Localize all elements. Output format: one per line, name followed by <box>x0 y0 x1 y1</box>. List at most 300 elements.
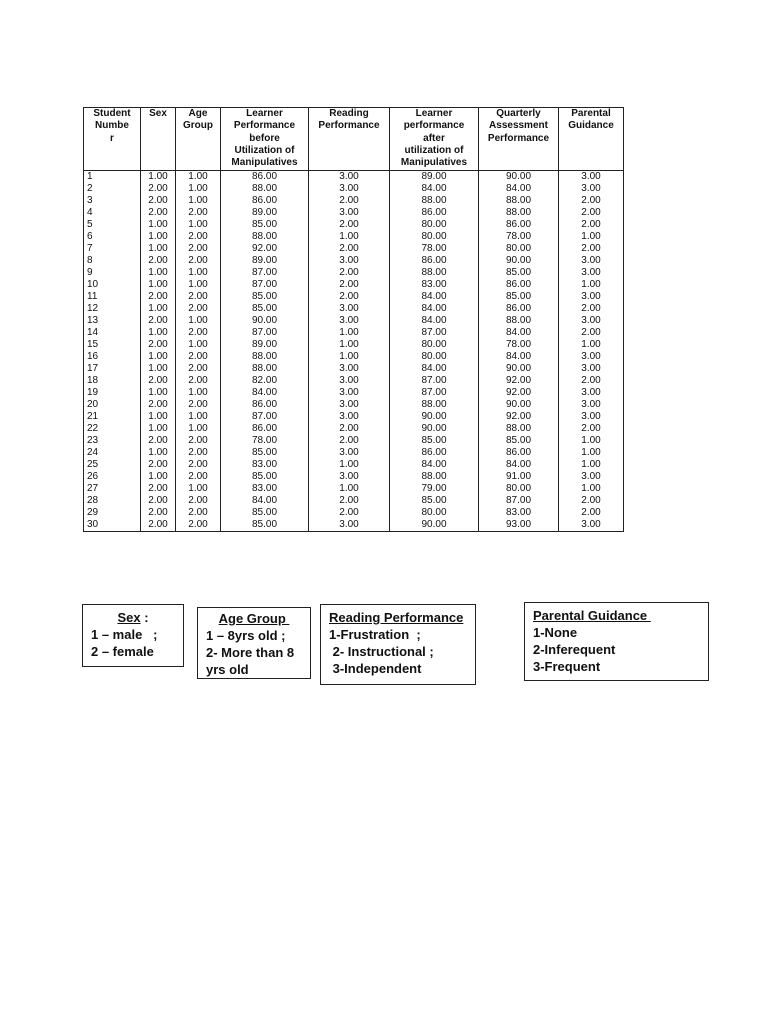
cell-age-group: 2.00 <box>176 519 221 532</box>
cell-performance-before: 87.00 <box>221 411 309 423</box>
cell-sex: 1.00 <box>141 171 176 184</box>
cell-reading-performance: 1.00 <box>309 327 390 339</box>
cell-performance-before: 87.00 <box>221 327 309 339</box>
cell-reading-performance: 1.00 <box>309 339 390 351</box>
cell-parental-guidance: 1.00 <box>559 231 624 243</box>
cell-performance-after: 80.00 <box>390 231 479 243</box>
cell-performance-before: 90.00 <box>221 315 309 327</box>
cell-student-number: 22 <box>84 423 141 435</box>
cell-parental-guidance: 3.00 <box>559 171 624 184</box>
cell-parental-guidance: 2.00 <box>559 507 624 519</box>
cell-age-group: 2.00 <box>176 435 221 447</box>
table-row <box>84 411 624 423</box>
cell-quarterly-assessment: 86.00 <box>479 219 559 231</box>
cell-quarterly-assessment: 80.00 <box>479 243 559 255</box>
cell-quarterly-assessment: 85.00 <box>479 291 559 303</box>
cell-quarterly-assessment: 85.00 <box>479 435 559 447</box>
cell-quarterly-assessment: 84.00 <box>479 351 559 363</box>
cell-quarterly-assessment: 83.00 <box>479 507 559 519</box>
cell-sex: 2.00 <box>141 495 176 507</box>
cell-performance-after: 90.00 <box>390 519 479 532</box>
header-parental-guidance: Parental Guidance <box>559 108 624 171</box>
cell-student-number: 1 <box>84 171 141 184</box>
cell-quarterly-assessment: 90.00 <box>479 399 559 411</box>
table-row <box>84 399 624 411</box>
cell-performance-before: 84.00 <box>221 495 309 507</box>
cell-parental-guidance: 1.00 <box>559 459 624 471</box>
cell-reading-performance: 3.00 <box>309 315 390 327</box>
cell-performance-before: 82.00 <box>221 375 309 387</box>
cell-sex: 1.00 <box>141 447 176 459</box>
cell-parental-guidance: 3.00 <box>559 399 624 411</box>
cell-age-group: 1.00 <box>176 339 221 351</box>
cell-reading-performance: 3.00 <box>309 363 390 375</box>
cell-reading-performance: 3.00 <box>309 375 390 387</box>
cell-age-group: 2.00 <box>176 291 221 303</box>
table-row <box>84 495 624 507</box>
cell-reading-performance: 3.00 <box>309 255 390 267</box>
cell-parental-guidance: 3.00 <box>559 183 624 195</box>
cell-performance-before: 88.00 <box>221 351 309 363</box>
cell-performance-after: 78.00 <box>390 243 479 255</box>
header-student-number: Student Numbe r <box>84 108 141 171</box>
cell-reading-performance: 2.00 <box>309 279 390 291</box>
cell-reading-performance: 3.00 <box>309 303 390 315</box>
cell-age-group: 1.00 <box>176 279 221 291</box>
header-performance-before: Learner Performance before Utilization of Manipulatives <box>221 108 309 171</box>
cell-sex: 2.00 <box>141 207 176 219</box>
cell-sex: 2.00 <box>141 519 176 532</box>
cell-sex: 1.00 <box>141 363 176 375</box>
cell-parental-guidance: 2.00 <box>559 375 624 387</box>
cell-reading-performance: 2.00 <box>309 435 390 447</box>
cell-parental-guidance: 2.00 <box>559 327 624 339</box>
cell-quarterly-assessment: 91.00 <box>479 471 559 483</box>
cell-sex: 2.00 <box>141 375 176 387</box>
cell-quarterly-assessment: 88.00 <box>479 207 559 219</box>
legend-sex-title-suffix: : <box>140 610 149 625</box>
legend-age-group-title: Age Group <box>218 611 290 626</box>
legend-parental-title: Parental Guidance <box>533 608 651 623</box>
cell-performance-before: 87.00 <box>221 267 309 279</box>
cell-sex: 2.00 <box>141 195 176 207</box>
cell-reading-performance: 3.00 <box>309 171 390 184</box>
cell-parental-guidance: 3.00 <box>559 291 624 303</box>
cell-quarterly-assessment: 92.00 <box>479 375 559 387</box>
cell-sex: 1.00 <box>141 387 176 399</box>
cell-quarterly-assessment: 86.00 <box>479 447 559 459</box>
header-performance-after: Learner performance after utilization of Manipulatives <box>390 108 479 171</box>
cell-reading-performance: 2.00 <box>309 267 390 279</box>
cell-student-number: 30 <box>84 519 141 532</box>
cell-age-group: 2.00 <box>176 375 221 387</box>
cell-student-number: 14 <box>84 327 141 339</box>
cell-age-group: 2.00 <box>176 327 221 339</box>
header-row <box>84 108 624 171</box>
cell-performance-before: 86.00 <box>221 195 309 207</box>
cell-performance-after: 83.00 <box>390 279 479 291</box>
cell-performance-after: 79.00 <box>390 483 479 495</box>
cell-reading-performance: 3.00 <box>309 183 390 195</box>
cell-performance-before: 88.00 <box>221 231 309 243</box>
cell-age-group: 1.00 <box>176 267 221 279</box>
cell-performance-after: 84.00 <box>390 315 479 327</box>
cell-age-group: 1.00 <box>176 483 221 495</box>
header-sex: Sex <box>141 108 176 171</box>
cell-quarterly-assessment: 90.00 <box>479 255 559 267</box>
cell-sex: 1.00 <box>141 243 176 255</box>
legend-sex <box>82 604 184 667</box>
cell-reading-performance: 2.00 <box>309 291 390 303</box>
cell-performance-before: 89.00 <box>221 207 309 219</box>
cell-student-number: 26 <box>84 471 141 483</box>
cell-student-number: 17 <box>84 363 141 375</box>
cell-performance-before: 85.00 <box>221 291 309 303</box>
cell-parental-guidance: 1.00 <box>559 279 624 291</box>
cell-parental-guidance: 3.00 <box>559 255 624 267</box>
legend-sex-heading <box>91 609 175 626</box>
cell-performance-after: 86.00 <box>390 255 479 267</box>
cell-quarterly-assessment: 88.00 <box>479 195 559 207</box>
table-row <box>84 207 624 219</box>
cell-age-group: 2.00 <box>176 231 221 243</box>
cell-parental-guidance: 3.00 <box>559 411 624 423</box>
cell-age-group: 1.00 <box>176 219 221 231</box>
cell-student-number: 8 <box>84 255 141 267</box>
cell-parental-guidance: 1.00 <box>559 339 624 351</box>
table-row <box>84 339 624 351</box>
header-age-group: Age Group <box>176 108 221 171</box>
cell-parental-guidance: 3.00 <box>559 363 624 375</box>
cell-age-group: 1.00 <box>176 387 221 399</box>
cell-performance-before: 85.00 <box>221 447 309 459</box>
cell-quarterly-assessment: 80.00 <box>479 483 559 495</box>
cell-performance-before: 86.00 <box>221 399 309 411</box>
table-row <box>84 435 624 447</box>
cell-reading-performance: 2.00 <box>309 243 390 255</box>
cell-performance-before: 85.00 <box>221 507 309 519</box>
cell-student-number: 10 <box>84 279 141 291</box>
cell-student-number: 9 <box>84 267 141 279</box>
cell-performance-before: 89.00 <box>221 339 309 351</box>
cell-sex: 2.00 <box>141 459 176 471</box>
cell-sex: 1.00 <box>141 327 176 339</box>
cell-quarterly-assessment: 90.00 <box>479 171 559 184</box>
cell-age-group: 2.00 <box>176 471 221 483</box>
cell-performance-before: 85.00 <box>221 519 309 532</box>
cell-sex: 1.00 <box>141 411 176 423</box>
cell-performance-after: 80.00 <box>390 351 479 363</box>
cell-performance-after: 88.00 <box>390 399 479 411</box>
cell-performance-before: 83.00 <box>221 483 309 495</box>
cell-age-group: 2.00 <box>176 351 221 363</box>
cell-age-group: 2.00 <box>176 399 221 411</box>
cell-age-group: 1.00 <box>176 411 221 423</box>
table-row <box>84 507 624 519</box>
cell-reading-performance: 3.00 <box>309 411 390 423</box>
cell-sex: 1.00 <box>141 267 176 279</box>
cell-reading-performance: 3.00 <box>309 447 390 459</box>
cell-reading-performance: 3.00 <box>309 471 390 483</box>
cell-quarterly-assessment: 87.00 <box>479 495 559 507</box>
table-row <box>84 519 624 532</box>
cell-quarterly-assessment: 92.00 <box>479 387 559 399</box>
cell-student-number: 19 <box>84 387 141 399</box>
table-row <box>84 375 624 387</box>
cell-reading-performance: 2.00 <box>309 423 390 435</box>
cell-reading-performance: 2.00 <box>309 195 390 207</box>
legend-parental-guidance <box>524 602 709 681</box>
header-quarterly-assessment: Quarterly Assessment Performance <box>479 108 559 171</box>
table-row <box>84 267 624 279</box>
cell-quarterly-assessment: 78.00 <box>479 339 559 351</box>
data-table <box>83 107 624 532</box>
cell-reading-performance: 3.00 <box>309 519 390 532</box>
cell-performance-before: 88.00 <box>221 183 309 195</box>
cell-parental-guidance: 1.00 <box>559 447 624 459</box>
table-row <box>84 219 624 231</box>
table-body <box>84 171 624 532</box>
legend-sex-item: 2 – female <box>91 644 154 659</box>
cell-quarterly-assessment: 88.00 <box>479 423 559 435</box>
table-row <box>84 195 624 207</box>
cell-parental-guidance: 3.00 <box>559 471 624 483</box>
cell-student-number: 3 <box>84 195 141 207</box>
table-row <box>84 279 624 291</box>
cell-performance-before: 85.00 <box>221 471 309 483</box>
cell-age-group: 1.00 <box>176 195 221 207</box>
cell-student-number: 21 <box>84 411 141 423</box>
cell-sex: 2.00 <box>141 483 176 495</box>
cell-parental-guidance: 2.00 <box>559 243 624 255</box>
table-row <box>84 363 624 375</box>
cell-parental-guidance: 2.00 <box>559 495 624 507</box>
cell-quarterly-assessment: 93.00 <box>479 519 559 532</box>
cell-reading-performance: 2.00 <box>309 507 390 519</box>
table-row <box>84 255 624 267</box>
legend-age-group <box>197 607 311 679</box>
table-row <box>84 171 624 184</box>
cell-sex: 1.00 <box>141 423 176 435</box>
cell-student-number: 24 <box>84 447 141 459</box>
cell-age-group: 1.00 <box>176 171 221 184</box>
cell-student-number: 2 <box>84 183 141 195</box>
cell-quarterly-assessment: 85.00 <box>479 267 559 279</box>
cell-reading-performance: 1.00 <box>309 483 390 495</box>
table-row <box>84 291 624 303</box>
cell-performance-after: 84.00 <box>390 459 479 471</box>
cell-reading-performance: 1.00 <box>309 351 390 363</box>
cell-student-number: 28 <box>84 495 141 507</box>
legend-parental-item: 3-Frequent <box>533 659 601 674</box>
cell-performance-before: 83.00 <box>221 459 309 471</box>
cell-performance-before: 88.00 <box>221 363 309 375</box>
cell-parental-guidance: 2.00 <box>559 219 624 231</box>
legend-reading-item: 3-Independent <box>329 661 422 676</box>
cell-student-number: 20 <box>84 399 141 411</box>
cell-age-group: 2.00 <box>176 447 221 459</box>
cell-performance-after: 88.00 <box>390 195 479 207</box>
cell-reading-performance: 2.00 <box>309 495 390 507</box>
cell-performance-before: 84.00 <box>221 387 309 399</box>
cell-quarterly-assessment: 90.00 <box>479 363 559 375</box>
cell-parental-guidance: 3.00 <box>559 267 624 279</box>
cell-parental-guidance: 2.00 <box>559 303 624 315</box>
cell-sex: 2.00 <box>141 315 176 327</box>
cell-parental-guidance: 3.00 <box>559 387 624 399</box>
legend-reading-item: 1-Frustration ; <box>329 627 421 642</box>
cell-performance-before: 87.00 <box>221 279 309 291</box>
cell-student-number: 25 <box>84 459 141 471</box>
cell-performance-after: 85.00 <box>390 435 479 447</box>
cell-performance-after: 80.00 <box>390 507 479 519</box>
cell-sex: 1.00 <box>141 219 176 231</box>
cell-student-number: 16 <box>84 351 141 363</box>
cell-student-number: 15 <box>84 339 141 351</box>
table-row <box>84 303 624 315</box>
cell-quarterly-assessment: 88.00 <box>479 315 559 327</box>
table-row <box>84 423 624 435</box>
cell-performance-before: 89.00 <box>221 255 309 267</box>
cell-parental-guidance: 3.00 <box>559 315 624 327</box>
legend-parental-item: 1-None <box>533 625 578 640</box>
table-row <box>84 483 624 495</box>
cell-performance-before: 86.00 <box>221 171 309 184</box>
cell-parental-guidance: 2.00 <box>559 207 624 219</box>
cell-parental-guidance: 1.00 <box>559 435 624 447</box>
cell-sex: 1.00 <box>141 471 176 483</box>
cell-performance-before: 85.00 <box>221 303 309 315</box>
cell-performance-after: 85.00 <box>390 495 479 507</box>
cell-student-number: 27 <box>84 483 141 495</box>
cell-performance-after: 87.00 <box>390 375 479 387</box>
cell-performance-before: 85.00 <box>221 219 309 231</box>
cell-sex: 2.00 <box>141 291 176 303</box>
cell-reading-performance: 1.00 <box>309 231 390 243</box>
cell-performance-after: 84.00 <box>390 183 479 195</box>
cell-quarterly-assessment: 78.00 <box>479 231 559 243</box>
cell-performance-after: 86.00 <box>390 447 479 459</box>
cell-age-group: 2.00 <box>176 507 221 519</box>
table-row <box>84 327 624 339</box>
cell-sex: 2.00 <box>141 339 176 351</box>
cell-performance-after: 80.00 <box>390 219 479 231</box>
cell-parental-guidance: 1.00 <box>559 483 624 495</box>
cell-performance-after: 90.00 <box>390 423 479 435</box>
cell-student-number: 11 <box>84 291 141 303</box>
legend-reading-item: 2- Instructional ; <box>329 644 434 659</box>
legend-reading-performance <box>320 604 476 685</box>
cell-performance-after: 87.00 <box>390 387 479 399</box>
cell-performance-after: 86.00 <box>390 207 479 219</box>
table-header <box>84 108 624 171</box>
legend-reading-title: Reading Performance <box>329 610 464 625</box>
cell-performance-after: 90.00 <box>390 411 479 423</box>
cell-student-number: 5 <box>84 219 141 231</box>
cell-parental-guidance: 3.00 <box>559 519 624 532</box>
cell-age-group: 1.00 <box>176 423 221 435</box>
cell-sex: 1.00 <box>141 279 176 291</box>
cell-sex: 2.00 <box>141 183 176 195</box>
cell-student-number: 29 <box>84 507 141 519</box>
cell-age-group: 2.00 <box>176 363 221 375</box>
cell-reading-performance: 3.00 <box>309 387 390 399</box>
cell-performance-after: 84.00 <box>390 303 479 315</box>
cell-quarterly-assessment: 84.00 <box>479 183 559 195</box>
cell-sex: 1.00 <box>141 303 176 315</box>
cell-age-group: 2.00 <box>176 459 221 471</box>
header-reading-performance: Reading Performance <box>309 108 390 171</box>
cell-sex: 2.00 <box>141 399 176 411</box>
cell-reading-performance: 3.00 <box>309 399 390 411</box>
cell-quarterly-assessment: 86.00 <box>479 279 559 291</box>
cell-sex: 1.00 <box>141 351 176 363</box>
cell-age-group: 1.00 <box>176 315 221 327</box>
cell-performance-before: 86.00 <box>221 423 309 435</box>
cell-student-number: 18 <box>84 375 141 387</box>
legend-parental-item: 2-Inferequent <box>533 642 616 657</box>
cell-quarterly-assessment: 84.00 <box>479 327 559 339</box>
table-row <box>84 231 624 243</box>
cell-sex: 1.00 <box>141 231 176 243</box>
cell-student-number: 13 <box>84 315 141 327</box>
cell-performance-after: 89.00 <box>390 171 479 184</box>
cell-performance-after: 80.00 <box>390 339 479 351</box>
legend-age-group-item: yrs old <box>206 662 249 677</box>
legend-sex-title: Sex <box>117 610 141 625</box>
legend-sex-item: 1 – male ; <box>91 627 158 642</box>
cell-performance-after: 88.00 <box>390 267 479 279</box>
legend-age-group-item: 2- More than 8 <box>206 645 295 660</box>
table-row <box>84 351 624 363</box>
cell-parental-guidance: 3.00 <box>559 351 624 363</box>
table-row <box>84 315 624 327</box>
cell-sex: 2.00 <box>141 435 176 447</box>
cell-performance-after: 88.00 <box>390 471 479 483</box>
table-row <box>84 183 624 195</box>
cell-reading-performance: 2.00 <box>309 219 390 231</box>
table-row <box>84 447 624 459</box>
cell-student-number: 12 <box>84 303 141 315</box>
cell-performance-after: 87.00 <box>390 327 479 339</box>
legend-age-group-item: 1 – 8yrs old ; <box>206 628 286 643</box>
table-row <box>84 459 624 471</box>
table-row <box>84 471 624 483</box>
cell-performance-after: 84.00 <box>390 291 479 303</box>
cell-age-group: 2.00 <box>176 243 221 255</box>
cell-age-group: 2.00 <box>176 207 221 219</box>
table-row <box>84 387 624 399</box>
cell-parental-guidance: 2.00 <box>559 195 624 207</box>
cell-reading-performance: 3.00 <box>309 207 390 219</box>
cell-student-number: 6 <box>84 231 141 243</box>
cell-performance-after: 84.00 <box>390 363 479 375</box>
cell-reading-performance: 1.00 <box>309 459 390 471</box>
cell-age-group: 2.00 <box>176 495 221 507</box>
cell-quarterly-assessment: 84.00 <box>479 459 559 471</box>
cell-sex: 2.00 <box>141 507 176 519</box>
cell-parental-guidance: 2.00 <box>559 423 624 435</box>
cell-quarterly-assessment: 92.00 <box>479 411 559 423</box>
cell-performance-before: 92.00 <box>221 243 309 255</box>
cell-quarterly-assessment: 86.00 <box>479 303 559 315</box>
cell-age-group: 2.00 <box>176 303 221 315</box>
cell-student-number: 4 <box>84 207 141 219</box>
cell-sex: 2.00 <box>141 255 176 267</box>
cell-age-group: 2.00 <box>176 255 221 267</box>
cell-performance-before: 78.00 <box>221 435 309 447</box>
cell-student-number: 7 <box>84 243 141 255</box>
